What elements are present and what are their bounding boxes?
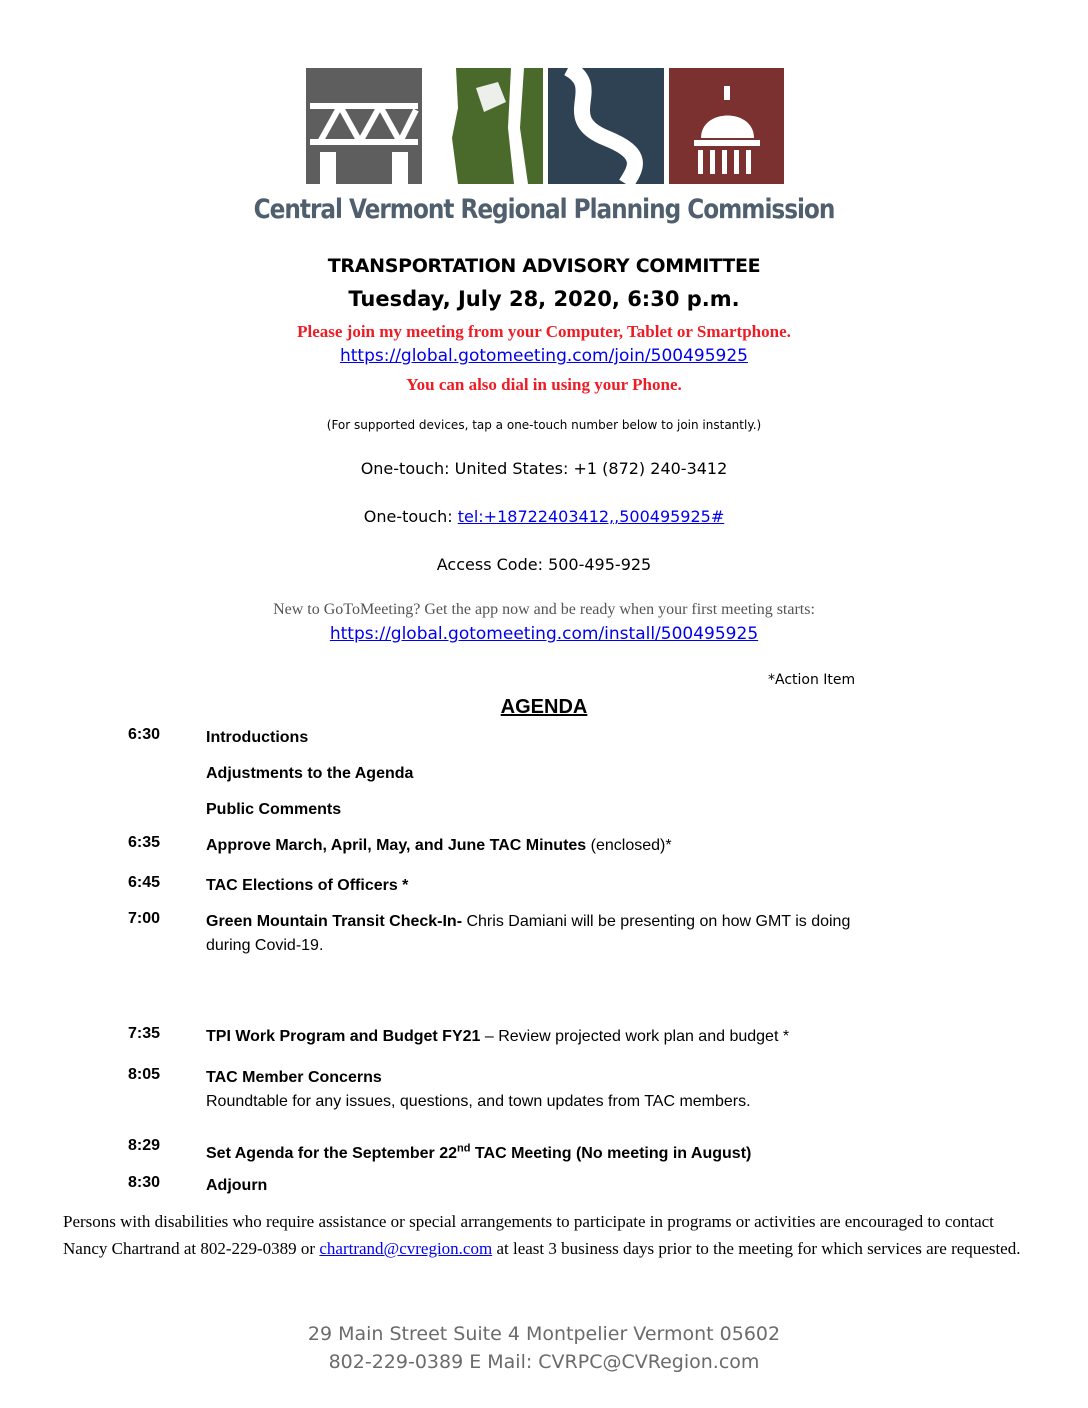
footer-address: 29 Main Street Suite 4 Montpelier Vermont 05602 — [307, 1323, 781, 1345]
agenda-item-detail: (enclosed)* — [586, 837, 672, 854]
agenda-item-title: TAC Elections of Officers * — [206, 877, 409, 894]
devices-note: (For supported devices, tap a one-touch number below to join instantly.) — [326, 418, 762, 432]
cvrpc-logo-graphic — [306, 68, 784, 188]
join-prompt: Please join my meeting from your Computer, Tablet or Smartphone. — [297, 322, 791, 341]
agenda-item-title: Public Comments — [206, 801, 342, 818]
meeting-datetime: Tuesday, July 28, 2020, 6:30 p.m. — [348, 287, 740, 311]
contact-email-link[interactable]: chartrand@cvregion.com — [319, 1239, 493, 1258]
accessibility-note: Persons with disabilities who require assistance or special arrangements to participate in programs or activities are encouraged to contact Nancy Chartrand at 802-229-0389 or chartrand@cvregion.com at least 3 business days prior to the meeting for which services are requested. — [63, 1212, 1021, 1258]
one-touch-label: One-touch: — [363, 507, 458, 526]
agenda-item-detail: Roundtable for any issues, questions, and town updates from TAC members. — [206, 1093, 751, 1110]
agenda-time: 8:05 — [128, 1066, 161, 1083]
agenda-item-title-cont: TAC Meeting (No meeting in August) — [470, 1145, 752, 1163]
one-touch-line — [0, 507, 1088, 526]
dial-prompt: You can also dial in using your Phone. — [406, 375, 682, 394]
one-touch-us: One-touch: United States: +1 (872) 240-3412 — [360, 459, 728, 478]
agenda-item-title: Introductions — [206, 729, 309, 746]
agenda-item-title: TAC Member Concerns — [206, 1069, 382, 1086]
join-link[interactable]: https://global.gotomeeting.com/join/500495925 — [339, 346, 748, 366]
agenda-item-title: Adjourn — [206, 1177, 268, 1194]
footer-contact: 802-229-0389 E Mail: CVRPC@CVRegion.com — [328, 1351, 760, 1373]
agenda-item-title: Adjustments to the Agenda — [206, 765, 414, 782]
agenda-title: AGENDA — [500, 696, 588, 718]
action-item-note: *Action Item — [768, 672, 856, 688]
org-name: Central Vermont Regional Planning Commission — [253, 194, 835, 225]
agenda-time: 7:00 — [128, 910, 161, 927]
one-touch-link[interactable]: tel:+18722403412,,500495925# — [457, 507, 725, 526]
agenda-item-sup: nd — [457, 1143, 471, 1155]
road-panel — [548, 68, 664, 184]
agenda-time: 8:29 — [128, 1137, 161, 1154]
agenda-item-title: Green Mountain Transit Check-In- — [206, 913, 463, 930]
access-code: Access Code: 500-495-925 — [436, 555, 652, 574]
committee-title: TRANSPORTATION ADVISORY COMMITTEE — [327, 255, 761, 277]
agenda-item-detail: – Review projected work plan and budget * — [480, 1028, 790, 1045]
install-link[interactable]: https://global.gotomeeting.com/install/500495925 — [329, 624, 759, 644]
logo — [306, 68, 784, 188]
agenda-time: 8:30 — [128, 1174, 161, 1191]
agenda-time: 7:35 — [128, 1025, 161, 1042]
agenda-time: 6:30 — [128, 726, 161, 743]
agenda-item-title: TPI Work Program and Budget FY21 — [206, 1028, 481, 1045]
new-user-note: New to GoToMeeting? Get the app now and be ready when your first meeting starts: — [273, 601, 815, 618]
agenda-time: 6:35 — [128, 834, 161, 851]
agenda-time: 6:45 — [128, 874, 161, 891]
agenda-item-title: Approve March, April, May, and June TAC Minutes — [206, 837, 587, 854]
agenda-item-detail: Chris Damiani will be presenting on how GMT is doing during Covid-19. — [206, 913, 851, 954]
agenda-item-title: Set Agenda for the September 22 — [206, 1145, 458, 1163]
